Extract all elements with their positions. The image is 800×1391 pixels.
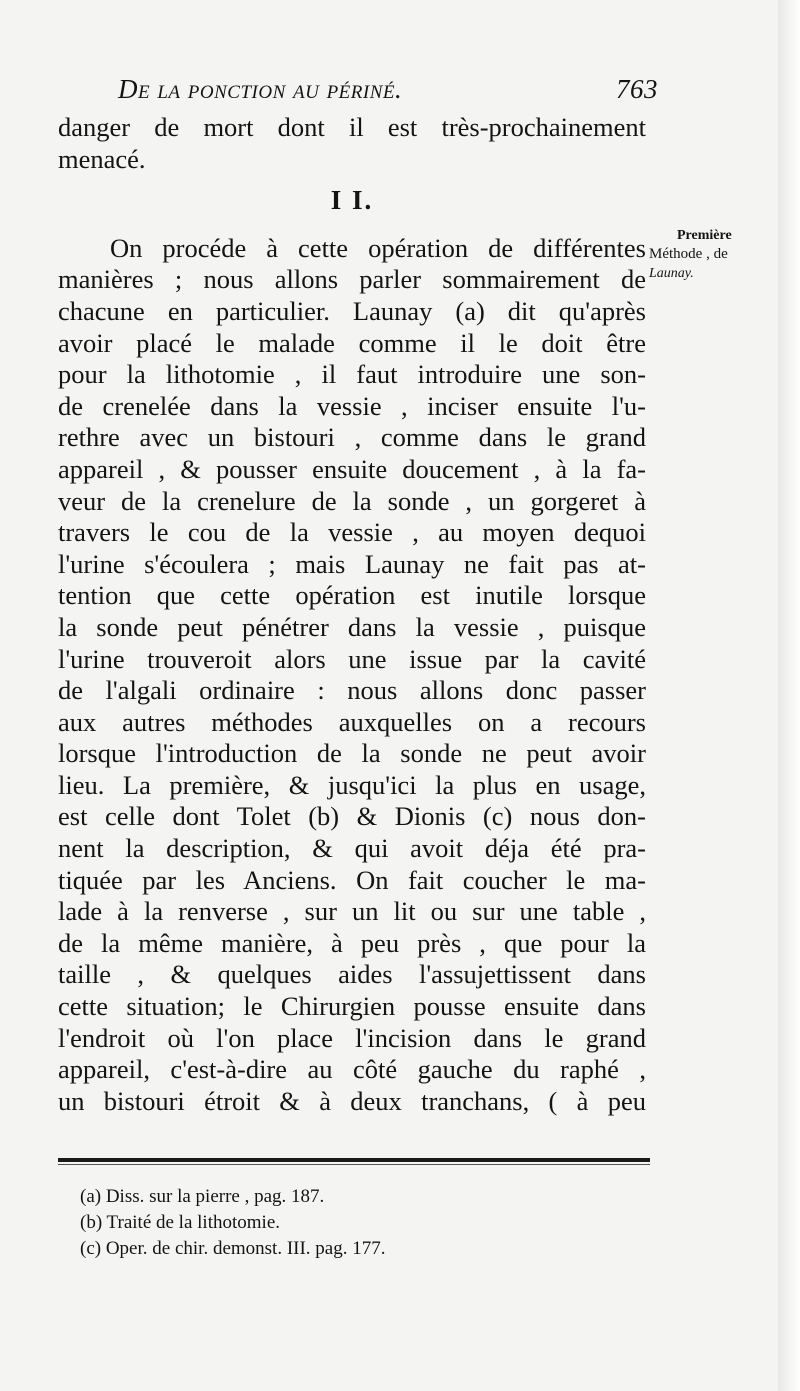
text-line: veur de la crenelure de la sonde , un gorgeret à: [58, 485, 646, 516]
text-line: de l'algali ordinaire : nous allons donc passer: [58, 675, 646, 706]
text-line: appareil , & pousser ensuite doucement , à la fa-: [58, 453, 646, 484]
text-line: tention que cette opération est inutile lorsque: [58, 580, 646, 611]
text-line: lorsque l'introduction de la sonde ne peut avoir: [58, 738, 646, 769]
text-line: appareil, c'est-à-dire au côté gauche du raphé ,: [58, 1054, 646, 1085]
text-line: chacune en particulier. Launay (a) dit qu'après: [58, 295, 646, 326]
text-line: l'urine trouveroit alors une issue par la cavité: [58, 643, 646, 674]
text-line: l'endroit où l'on place l'incision dans le grand: [58, 1022, 646, 1053]
text-line: travers le cou de la vessie , au moyen dequoi: [58, 517, 646, 548]
footnote: (c) Oper. de chir. demonst. III. pag. 177.: [80, 1238, 386, 1259]
text-line: tiquée par les Anciens. On fait coucher le ma-: [58, 864, 646, 895]
text-line: menacé.: [58, 143, 146, 174]
text-line: est celle dont Tolet (b) & Dionis (c) nous don-: [58, 801, 646, 832]
text-line: lade à la renverse , sur un lit ou sur une table ,: [58, 896, 646, 927]
margin-note: [649, 226, 779, 283]
text-line: un bistouri étroit & à deux tranchans, ( à peu: [58, 1085, 646, 1116]
text-line: la sonde peut pénétrer dans la vessie , puisque: [58, 611, 646, 642]
margin-note-line: Méthode , de: [649, 246, 728, 262]
footnotes: [80, 1184, 600, 1262]
margin-note-line: Launay.: [649, 266, 694, 281]
text-line: avoir placé le malade comme il le doit être: [58, 327, 646, 358]
page-number: 763: [616, 74, 658, 104]
section-heading: I I.: [330, 185, 374, 216]
text-line: cette situation; le Chirurgien pousse ensuite dans: [58, 991, 646, 1022]
main-text: [58, 112, 646, 1117]
margin-note-line: Première: [677, 228, 732, 243]
text-line: lieu. La première, & jusqu'ici la plus en usage,: [58, 769, 646, 800]
footnote: (b) Traité de la lithotomie.: [80, 1212, 281, 1233]
text-line: danger de mort dont il est très-prochainement: [58, 112, 646, 142]
text-line: nent la description, & qui avoit déja été pra-: [58, 833, 646, 864]
running-title: De la ponction au périné.: [118, 74, 403, 104]
text-line: pour la lithotomie , il faut introduire une son-: [58, 359, 646, 390]
text-line: rethre avec un bistouri , comme dans le grand: [58, 422, 646, 453]
text-line: aux autres méthodes auxquelles on a recours: [58, 706, 646, 737]
text-line: taille , & quelques aides l'assujettissent dans: [58, 959, 646, 990]
text-line: de crenelée dans la vessie , inciser ensuite l'u-: [58, 390, 646, 421]
text-line: l'urine s'écoulera ; mais Launay ne fait pas at-: [58, 548, 646, 579]
running-header: [118, 74, 658, 105]
text-line: On procéde à cette opération de différentes: [110, 232, 646, 263]
footnote-rule: [58, 1158, 650, 1162]
footnote: (a) Diss. sur la pierre , pag. 187.: [80, 1186, 325, 1207]
text-line: manières ; nous allons parler sommairement de: [58, 264, 646, 295]
footnote-rule-thin: [58, 1164, 650, 1165]
text-line: de la même manière, à peu près , que pour la: [58, 927, 646, 958]
